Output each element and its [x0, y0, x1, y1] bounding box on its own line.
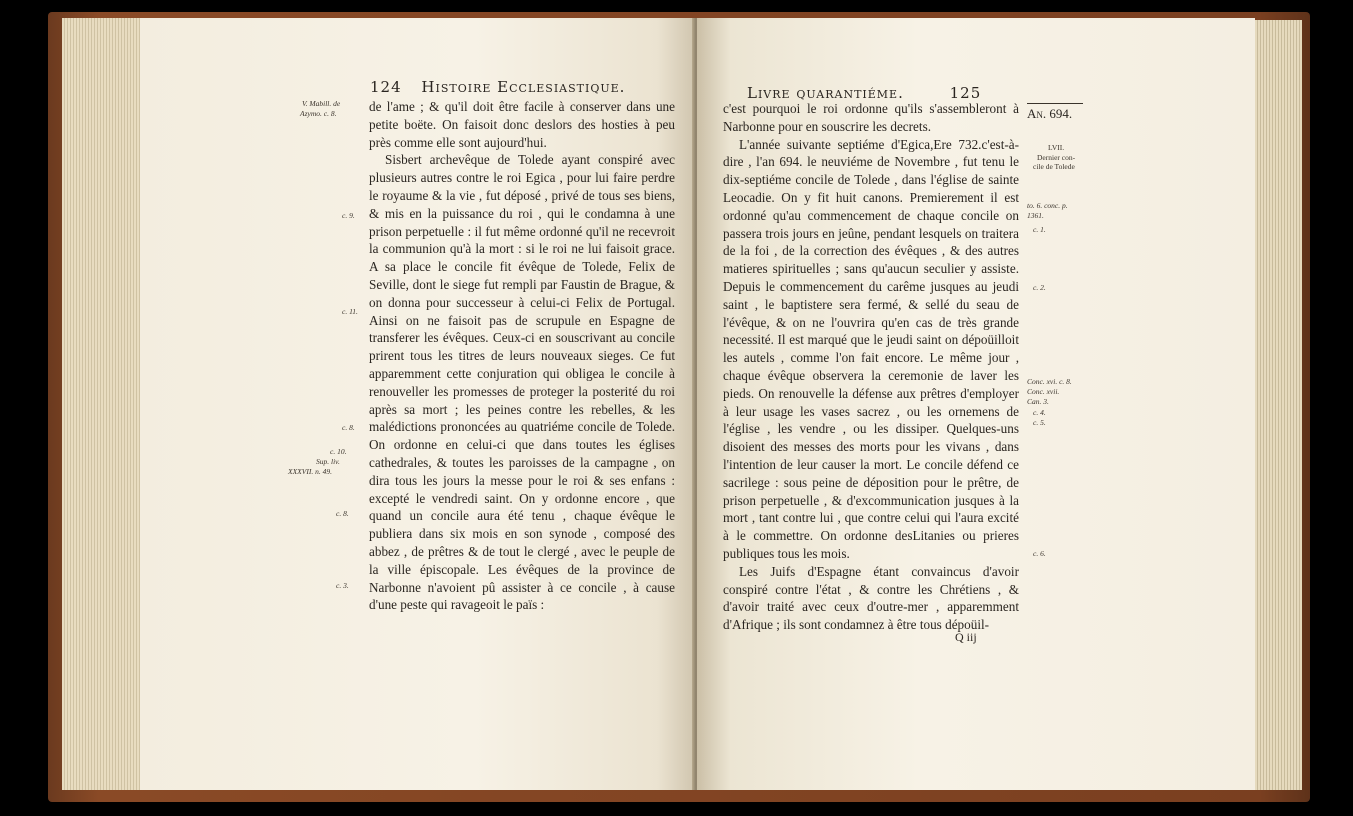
right-body — [723, 100, 1019, 634]
left-margin-note-1: V. Mabill. de — [302, 99, 341, 108]
left-page — [140, 18, 696, 790]
right-margin-note-10: Can. 3. — [1027, 397, 1049, 406]
page-edges-right — [1252, 20, 1302, 790]
right-margin-note-6: c. 1. — [1033, 225, 1046, 234]
left-margin-note-6: c. 10. — [330, 447, 347, 456]
right-margin-note-2: Dernier con- — [1037, 153, 1076, 162]
year-label: An. 694. — [1027, 106, 1073, 121]
left-page-number: 124 — [370, 78, 402, 96]
left-margin-note-9: c. 8. — [336, 509, 349, 518]
left-margin-note-7: Sup. liv. — [316, 457, 340, 466]
left-paragraph-2: Sisbert archevêque de Tolede ayant conspiré avec plusieurs autres contre le roi Egica , pour lui faire perdre le royaume & la vie , fut déposé , privé de tous ses biens, & mis en la puissance du roi , qui le condamna à une prison perpetuelle : il fut même ordonné qu'il ne recevroit la communion qu'à la mort : si le roi ne lui faisoit grace. A sa place le concile fit évêque de Tolede, Felix de Seville, dont le siege fut rempli par Faustin de Brague, & on donna pour successeur à celui-ci Felix de Portugal. Ainsi on ne faisoit pas de scrupule en Espagne de transferer les évêques. Ceux-ci en souscrivant au concile prirent tous les titres de leurs nouveaux sieges. Ce fut apparemment cette conjuration qui obligea le concile à renouveller les promesses de proteger la posterité du roi après sa mort ; les peines contre les rebelles, & les malédictions prononcées au quatriéme concile de Tolede. On ordonne en celui-ci que dans toutes les églises cathedrales, & toutes les paroisses de la campagne , on dira tous les jours la messe pour le roi & ses enfans : excepté le vendredi saint. On y ordonne encore , que quand un concile aura été tenu , chaque évêque le publiera dans six mois en son synode , composé des abbez , de prêtres & de tout le clergé , avec le peuple de la ville épiscopale. Les évêques de la province de Narbonne n'avoient pû assister à ce concile , à cause d'une peste qui ravageoit le païs : — [369, 152, 675, 613]
right-paragraph-2: L'année suivante septiéme d'Egica,Ere 732.c'est-à-dire , l'an 694. le neuviéme de Novembre , fut tenu le dix-septiéme concile de Tolede , dans l'église de sainte Leocadie. On y fit huit canons. Premierement il est ordonné qu'au commencement de chaque concile on passera trois jours en jeûne, pendant lesquels on traitera de la foi , de la correction des évêques , & des autres matieres spirituelles ; sans qu'aucun seculier y assiste. Depuis le commencement du carême jusques au jeudi saint , le baptistere sera fermé, & sellé du seau de l'évêque, & on ne l'ouvrira qu'en cas de très grande necessité. Il est marqué que le jeudi saint on dépoüilloit les autels , comme l'on fait encore. Le même jour , chaque évêque observera la ceremonie de laver les pieds. On renouvelle la défense aux prêtres d'employer à leur usage les vases sacrez , ou les ornemens de l'église , les vendre , ou les dissiper. Quelques-uns disoient des messes des morts pour les vivans , dans l'intention de leur causer la mort. Le concile défend ce sacrilege : sous peine de déposition pour le prêtre, de prison perpetuelle , & d'excommunication jusques à la mort , tant contre lui , que contre celui qui l'aura excité à le commettre. On ordonne desLitanies ou prieres publiques tous les mois. — [723, 136, 1019, 561]
page-edges-left — [62, 18, 142, 790]
right-margin-note-5: 1361. — [1027, 211, 1044, 220]
left-running-head: Histoire Ecclesiastique. — [421, 78, 626, 96]
right-page — [697, 18, 1255, 790]
left-margin-note-10: c. 3. — [336, 581, 349, 590]
left-margin-note-2: Azymo. c. 8. — [300, 109, 337, 118]
left-margin-note-3: c. 9. — [342, 211, 355, 220]
right-margin-note-12: c. 5. — [1033, 418, 1046, 427]
left-running-header — [370, 78, 625, 96]
right-paragraph-1: c'est pourquoi le roi ordonne qu'ils s'assembleront à Narbonne pour en souscrire les decrets. — [723, 101, 1019, 134]
left-margin-note-5: c. 8. — [342, 423, 355, 432]
right-margin-note-13: c. 6. — [1033, 549, 1046, 558]
right-paragraph-3: Les Juifs d'Espagne étant convaincus d'avoir conspiré contre l'état , & contre les Chrétiens , & d'avoir traité avec ceux d'outre-mer , apparemment d'Afrique ; ils sont condamnez à être tous dépoüil- — [723, 563, 1019, 633]
right-margin-note-3: cile de Tolede — [1033, 162, 1075, 171]
signature-mark: Q iij — [955, 630, 977, 644]
left-body — [369, 98, 675, 614]
right-margin-note-11: c. 4. — [1033, 408, 1046, 417]
right-page-number: 125 — [949, 84, 982, 102]
year-rule — [1027, 103, 1083, 104]
right-margin-note-4: to. 6. conc. p. — [1027, 201, 1068, 210]
right-running-head: Livre quarantiéme. — [747, 84, 904, 102]
right-margin-note-7: c. 2. — [1033, 283, 1046, 292]
right-margin-note-9: Conc. xvii. — [1027, 387, 1060, 396]
right-margin-note-1: LVII. — [1048, 143, 1065, 152]
right-margin-note-8: Conc. xvi. c. 8. — [1027, 377, 1072, 386]
left-margin-note-4: c. 11. — [342, 307, 358, 316]
left-paragraph-1: de l'ame ; & qu'il doit être facile à conserver dans une petite boëte. On faisoit donc deslors des hosties à peu près comme elle sont aujourd'hui. — [369, 99, 675, 150]
left-margin-note-8: XXXVII. n. 49. — [288, 467, 332, 476]
